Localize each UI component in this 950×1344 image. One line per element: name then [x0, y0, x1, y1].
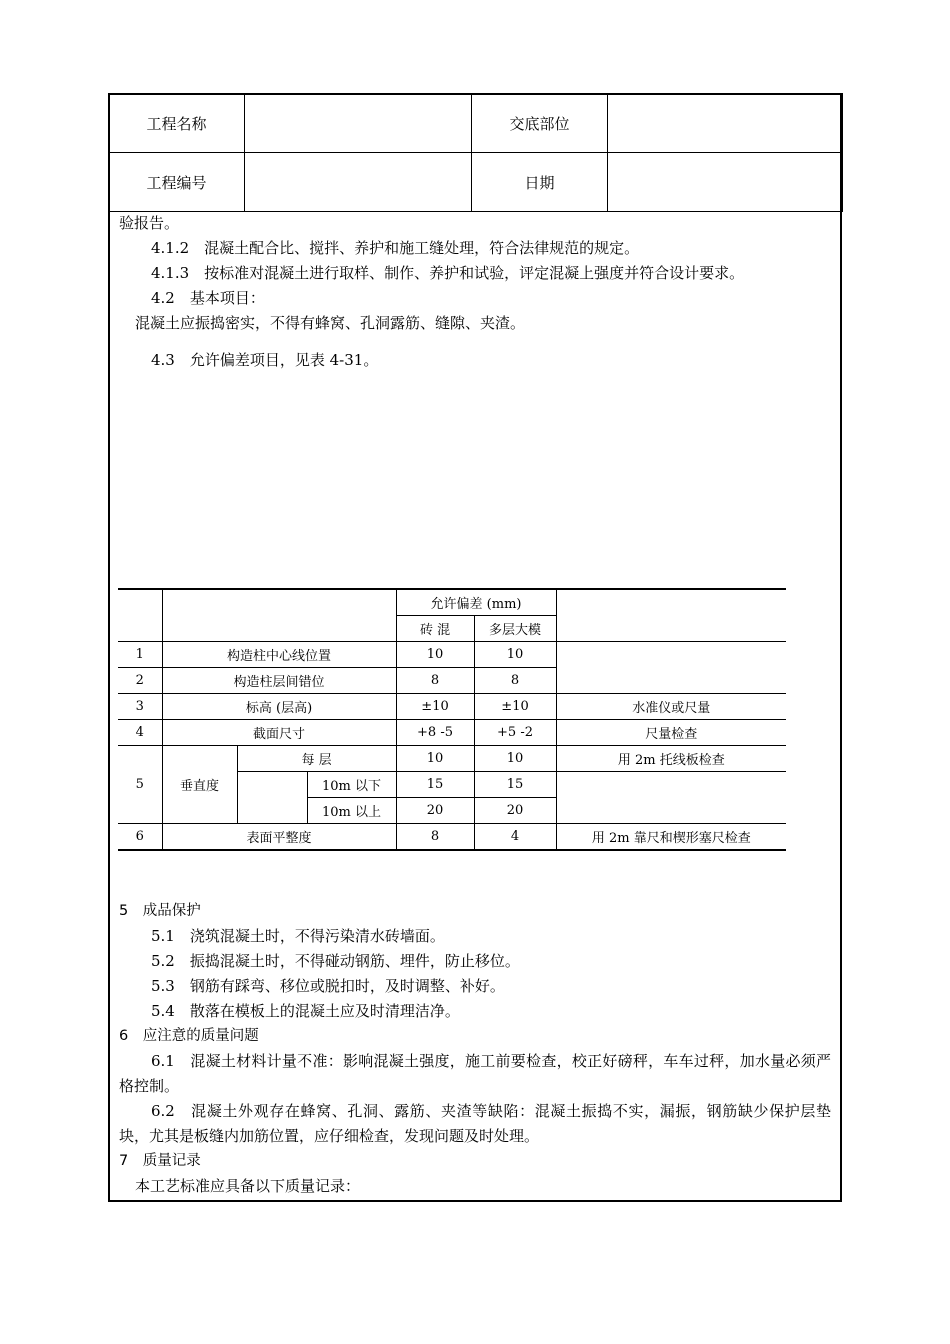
row-method: 水准仪或尺量	[556, 694, 786, 720]
row-number: 2	[118, 668, 162, 694]
item-4-1-3: 4.1.3 按标准对混凝土进行取样、制作、养护和试验，评定混凝上强度并符合设计要求。	[151, 264, 745, 282]
item-5-1: 5.1 浇筑混凝土时，不得污染清水砖墙面。	[151, 927, 445, 945]
row-brick: ±10	[396, 694, 474, 720]
row-item: 截面尺寸	[162, 720, 396, 746]
row-item: 标高 (层高)	[162, 694, 396, 720]
item-4-2-text: 混凝土应振捣密实，不得有蜂窝、孔洞露筋、缝隙、夹渣。	[135, 314, 526, 332]
tolerance-group-header: 允许偏差 (mm)	[396, 589, 556, 616]
item-5-3: 5.3 钢筋有踩弯、移位或脱扣时，及时调整、补好。	[151, 977, 505, 995]
row-number: 6	[118, 824, 162, 851]
row-item: 构造柱层间错位	[162, 668, 396, 694]
row-brick: 10	[396, 746, 474, 772]
header-row	[109, 94, 843, 153]
row-number: 1	[118, 642, 162, 668]
header-table	[108, 93, 843, 212]
item-4-3: 4.3 允许偏差项目，见表 4-31。	[151, 351, 379, 369]
row-sub-item: 每 层	[237, 746, 396, 772]
row-method: 尺量检查	[556, 720, 786, 746]
item-4-3-block	[119, 348, 831, 373]
text-line: 验报告。	[119, 214, 180, 232]
row-brick: +8 -5	[396, 720, 474, 746]
row-item: 垂直度	[162, 746, 237, 824]
section-5-title: 5 成品保护	[119, 903, 201, 919]
row-method: 用 2m 靠尺和楔形塞尺检查	[556, 824, 786, 851]
section-7-text: 本工艺标准应具备以下质量记录：	[135, 1177, 361, 1195]
project-name-label: 工程名称	[109, 94, 245, 153]
row-multi: +5 -2	[474, 720, 556, 746]
item-4-1-2: 4.1.2 混凝土配合比、搅拌、养护和施工缝处理，符合法律规范的规定。	[151, 239, 640, 257]
row-item: 表面平整度	[162, 824, 396, 851]
row-method: 用 2m 托线板检查	[556, 746, 786, 772]
row-brick: 15	[396, 772, 474, 798]
table-row	[118, 589, 786, 616]
part-label: 交底部位	[472, 94, 608, 153]
part-value	[608, 94, 843, 153]
table-cell	[118, 589, 162, 642]
table-row	[118, 642, 786, 668]
row-number: 5	[118, 746, 162, 824]
row-brick: 10	[396, 642, 474, 668]
row-brick: 8	[396, 668, 474, 694]
row-multi: 10	[474, 746, 556, 772]
row-number: 4	[118, 720, 162, 746]
section-6-title: 6 应注意的质量问题	[119, 1028, 259, 1044]
row-sub-item: 10m 以上	[307, 798, 396, 824]
section-7-title: 7 质量记录	[119, 1153, 201, 1169]
item-5-4: 5.4 散落在模板上的混凝土应及时清理洁净。	[151, 1002, 460, 1020]
item-6-2: 6.2 混凝土外观存在蜂窝、孔洞、露筋、夹渣等缺陷：混凝土振捣不实，漏振，钢筋缺少保护层垫块，尤其是板缝内加筋位置，应仔细检查，发现问题及时处理。	[119, 1102, 831, 1145]
table-cell	[556, 772, 786, 824]
item-6-1: 6.1 混凝土材料计量不准：影响混凝土强度，施工前要检查，校正好磅秤，车车过秤，加水量必须严格控制。	[119, 1052, 831, 1095]
table-cell	[237, 772, 307, 824]
project-no-label: 工程编号	[109, 153, 245, 212]
row-multi: 10	[474, 642, 556, 668]
row-sub-item: 10m 以下	[307, 772, 396, 798]
table-row	[118, 746, 786, 772]
tolerance-table	[118, 588, 786, 851]
table-row	[118, 720, 786, 746]
row-multi: 15	[474, 772, 556, 798]
row-item: 构造柱中心线位置	[162, 642, 396, 668]
row-brick: 8	[396, 824, 474, 851]
row-method	[556, 642, 786, 694]
row-number: 3	[118, 694, 162, 720]
row-brick: 20	[396, 798, 474, 824]
section4-continuation	[119, 211, 831, 336]
date-value	[608, 153, 843, 212]
sections-5-7	[119, 899, 831, 1199]
row-multi: 8	[474, 668, 556, 694]
header-row	[109, 153, 843, 212]
col-header-multi: 多层大模	[474, 616, 556, 642]
table-row	[118, 824, 786, 851]
row-multi: 20	[474, 798, 556, 824]
project-no-value	[245, 153, 472, 212]
project-name-value	[245, 94, 472, 153]
col-header-brick: 砖 混	[396, 616, 474, 642]
table-cell	[162, 589, 396, 642]
item-4-2: 4.2 基本项目：	[151, 289, 265, 307]
row-multi: ±10	[474, 694, 556, 720]
date-label: 日期	[472, 153, 608, 212]
row-multi: 4	[474, 824, 556, 851]
item-5-2: 5.2 振捣混凝土时，不得碰动钢筋、埋件，防止移位。	[151, 952, 520, 970]
table-row	[118, 694, 786, 720]
table-cell	[556, 589, 786, 642]
